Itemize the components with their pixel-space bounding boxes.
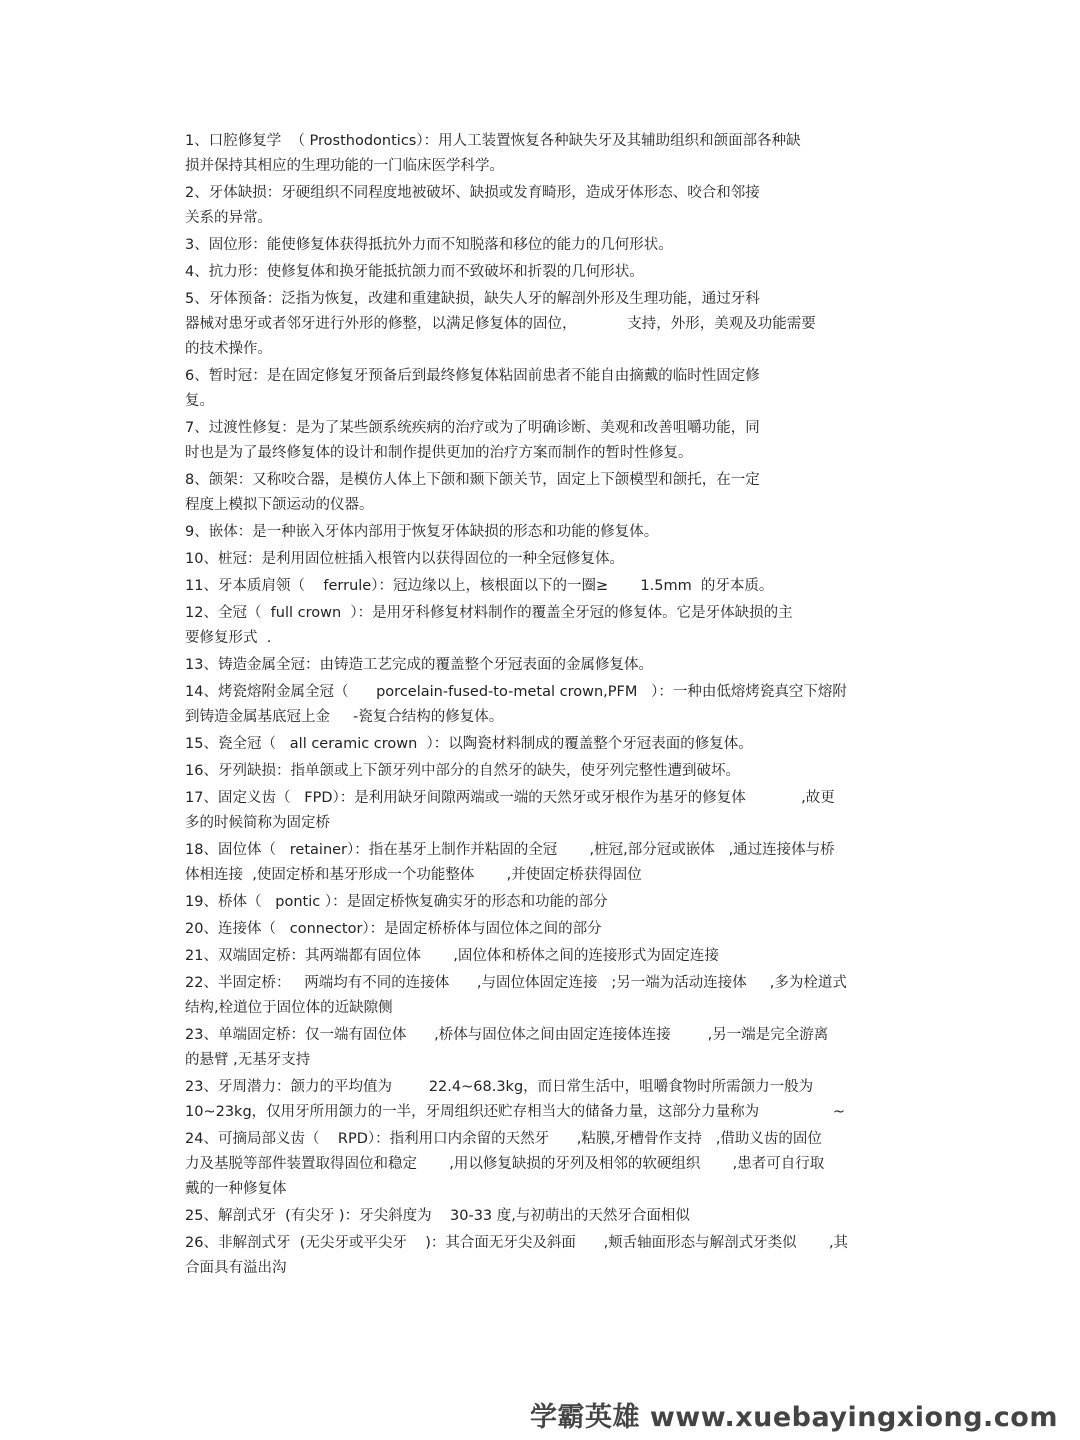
definition-entry xyxy=(185,1127,897,1202)
entry-line: 的悬臂 ,无基牙支持 xyxy=(185,1052,311,1068)
definition-entry xyxy=(185,1023,897,1073)
entry-line: 8、颌架：又称咬合器，是模仿人体上下颌和颞下颌关节，固定上下颌模型和颌托，在一定 xyxy=(185,472,760,488)
definition-entry xyxy=(185,653,897,678)
definition-entry xyxy=(185,416,897,466)
definition-entry xyxy=(185,1231,897,1281)
definition-entry xyxy=(185,890,897,915)
definition-entry xyxy=(185,520,897,545)
entry-line: 的技术操作。 xyxy=(185,341,272,357)
entry-line: 10~23kg，仅用牙所用颌力的一半，牙周组织还贮存相当大的储备力量，这部分力量称为 ~ xyxy=(185,1104,846,1120)
entry-line: 6、暂时冠：是在固定修复牙预备后到最终修复体粘固前患者不能自由摘戴的临时性固定修 xyxy=(185,368,760,384)
definition-entry xyxy=(185,547,897,572)
definition-entry xyxy=(185,1075,897,1125)
entry-line: 18、固位体（ retainer）：指在基牙上制作并粘固的全冠 ,桩冠,部分冠或嵌体 ,通过连接体与桥 xyxy=(185,842,835,858)
entry-line: 要修复形式 . xyxy=(185,630,272,646)
entry-line: 2、牙体缺损：牙硬组织不同程度地被破坏、缺损或发育畸形，造成牙体形态、咬合和邻接 xyxy=(185,185,760,201)
entry-line: 14、烤瓷熔附金属全冠（ porcelain-fused-to-metal crown,PFM ）：一种由低熔烤瓷真空下熔附 xyxy=(185,684,847,700)
definition-entry xyxy=(185,680,897,730)
entry-line: 10、桩冠：是利用固位桩插入根管内以获得固位的一种全冠修复体。 xyxy=(185,551,624,567)
definition-entry xyxy=(185,468,897,518)
definition-entry xyxy=(185,601,897,651)
definition-entry xyxy=(185,287,897,362)
document-body xyxy=(185,129,897,1283)
definition-entry xyxy=(185,233,897,258)
entry-line: 20、连接体（ connector）：是固定桥桥体与固位体之间的部分 xyxy=(185,921,602,937)
entry-line: 24、可摘局部义齿（ RPD）：指利用口内余留的天然牙 ,粘膜,牙槽骨作支持 ,借助义齿的固位 xyxy=(185,1131,822,1147)
definition-entry xyxy=(185,364,897,414)
definition-entry xyxy=(185,917,897,942)
entry-line: 9、嵌体：是一种嵌入牙体内部用于恢复牙体缺损的形态和功能的修复体。 xyxy=(185,524,659,540)
definition-entry xyxy=(185,971,897,1021)
entry-line: 15、瓷全冠（ all ceramic crown ）：以陶瓷材料制成的覆盖整个牙冠表面的修复体。 xyxy=(185,736,753,752)
entry-line: 1、口腔修复学 （ Prosthodontics）：用人工装置恢复各种缺失牙及其辅助组织和颌面部各种缺 xyxy=(185,133,801,149)
entry-line: 结构,栓道位于固位体的近缺隙侧 xyxy=(185,1000,393,1016)
entry-line: 25、解剖式牙 (有尖牙 )：牙尖斜度为 30-33 度,与初萌出的天然牙合面相似 xyxy=(185,1208,690,1224)
entry-line: 5、牙体预备：泛指为恢复，改建和重建缺损，缺失人牙的解剖外形及生理功能，通过牙科 xyxy=(185,291,760,307)
entry-line: 损并保持其相应的生理功能的一门临床医学科学。 xyxy=(185,158,504,174)
entry-line: 戴的一种修复体 xyxy=(185,1181,287,1197)
entry-line: 时也是为了最终修复体的设计和制作提供更加的治疗方案而制作的暂时性修复。 xyxy=(185,445,693,461)
entry-line: 4、抗力形：使修复体和换牙能抵抗颌力而不致破坏和折裂的几何形状。 xyxy=(185,264,644,280)
entry-line: 22、半固定桥： 两端均有不同的连接体 ,与固位体固定连接 ;另一端为活动连接体 ,多为栓道式 xyxy=(185,975,847,991)
entry-line: 器械对患牙或者邻牙进行外形的修整，以满足修复体的固位， 支持，外形，美观及功能需要 xyxy=(185,316,816,332)
entry-line: 力及基脱等部件装置取得固位和稳定 ,用以修复缺损的牙列及相邻的软硬组织 ,患者可自行取 xyxy=(185,1156,825,1172)
definition-entry xyxy=(185,732,897,757)
definition-entry xyxy=(185,1204,897,1229)
entry-line: 17、固定义齿（ FPD）：是利用缺牙间隙两端或一端的天然牙或牙根作为基牙的修复体 ,故更 xyxy=(185,790,835,806)
entry-line: 12、全冠（ full crown ）：是用牙科修复材料制作的覆盖全牙冠的修复体。它是牙体缺损的主 xyxy=(185,605,793,621)
entry-line: 19、桥体（ pontic ）：是固定桥恢复确实牙的形态和功能的部分 xyxy=(185,894,608,910)
entry-line: 13、铸造金属全冠：由铸造工艺完成的覆盖整个牙冠表面的金属修复体。 xyxy=(185,657,653,673)
definition-entry xyxy=(185,759,897,784)
entry-line: 合面具有溢出沟 xyxy=(185,1260,287,1276)
entry-line: 26、非解剖式牙 (无尖牙或平尖牙 )：其合面无牙尖及斜面 ,颊舌轴面形态与解剖式牙类似 ,其 xyxy=(185,1235,849,1251)
definition-entry xyxy=(185,786,897,836)
entry-line: 7、过渡性修复：是为了某些颌系统疾病的治疗或为了明确诊断、美观和改善咀嚼功能，同 xyxy=(185,420,760,436)
entry-line: 程度上模拟下颌运动的仪器。 xyxy=(185,497,374,513)
definition-entry xyxy=(185,838,897,888)
entry-line: 多的时候简称为固定桥 xyxy=(185,815,330,831)
entry-line: 3、固位形：能使修复体获得抵抗外力而不知脱落和移位的能力的几何形状。 xyxy=(185,237,673,253)
entry-line: 11、牙本质肩领（ ferrule）：冠边缘以上，核根面以下的一圈≥ 1.5mm 的牙本质。 xyxy=(185,578,774,594)
entry-line: 23、单端固定桥：仅一端有固位体 ,桥体与固位体之间由固定连接体连接 ,另一端是完全游离 xyxy=(185,1027,829,1043)
definition-entry xyxy=(185,944,897,969)
entry-line: 关系的异常。 xyxy=(185,210,272,226)
watermark-text: 学霸英雄 www.xuebayingxiong.com xyxy=(529,1402,1058,1433)
entry-line: 复。 xyxy=(185,393,214,409)
entry-line: 23、牙周潜力：颌力的平均值为 22.4~68.3kg，而日常生活中，咀嚼食物时所需颌力一般为 xyxy=(185,1079,814,1095)
definition-entry xyxy=(185,260,897,285)
definition-entry xyxy=(185,181,897,231)
definition-entry xyxy=(185,574,897,599)
entry-line: 16、牙列缺损：指单颌或上下颌牙列中部分的自然牙的缺失，使牙列完整性遭到破坏。 xyxy=(185,763,740,779)
entry-line: 到铸造金属基底冠上金 -瓷复合结构的修复体。 xyxy=(185,709,504,725)
entry-line: 21、双端固定桥：其两端都有固位体 ,固位体和桥体之间的连接形式为固定连接 xyxy=(185,948,719,964)
definition-entry xyxy=(185,129,897,179)
entry-line: 体相连接 ,使固定桥和基牙形成一个功能整体 ,并使固定桥获得固位 xyxy=(185,867,642,883)
